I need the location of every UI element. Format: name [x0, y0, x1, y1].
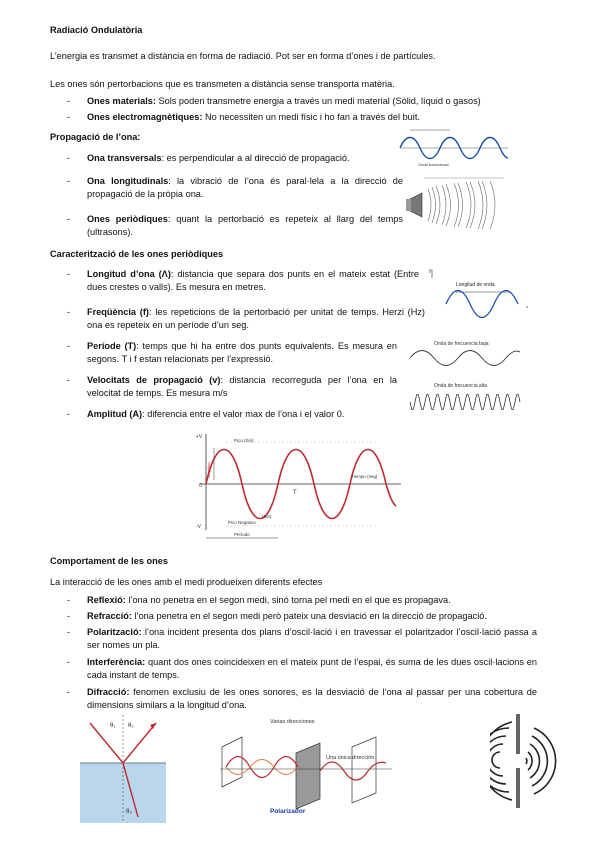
zero-label: 0 [199, 483, 202, 489]
list-item: Període (T): temps que hi ha entre dos punts equivalents. Es mesura en segons. T i f estan relacionats per l’expressió. [87, 341, 397, 365]
lambda-label: Longitud de onda [456, 282, 495, 288]
pico-negativo-label: Pico Negativo [228, 520, 256, 525]
section-heading-caracteritzacio: Caracterització de les ones periòdiques [50, 249, 224, 259]
list-item: Ones materials: Sols poden transmetre energia a través un medi material (Sòlid, líquid o gasos) [87, 96, 481, 106]
polarization-figure [216, 713, 398, 823]
transversal-label: Onda transversal [418, 162, 449, 167]
list-item: Ona longitudinals: la vibració de l’ona és paral·lela a la direcció de propagació de la pròpia ona. [87, 176, 403, 200]
section-heading-comportament: Comportament de les ones [50, 556, 168, 566]
reflection-refraction-figure [80, 713, 166, 823]
bullet-dash: - [67, 687, 71, 697]
theta3-label: θ₃ [126, 809, 132, 815]
bullet-dash: - [67, 112, 71, 122]
theta1-label: θ₁ [110, 723, 116, 729]
ones-definition: Les ones són pertorbacions que es transmeten a distància sense transporta matèria. [50, 79, 395, 89]
transversal-wave-figure [398, 126, 510, 172]
bullet-dash: - [67, 96, 71, 106]
bullet-dash: - [67, 627, 71, 637]
intro-text: L’energia es transmet a distància en forma de radiació. Pot ser en forma d’ones i de partícules. [50, 51, 436, 61]
list-item: Ona transversals: es perpendicular a al direcció de propagació. [87, 153, 350, 163]
longitudinal-wave-figure [404, 175, 508, 235]
bullet-dash: - [67, 269, 71, 279]
polarizador-label: Polarizador [270, 808, 306, 815]
bullet-dash: - [67, 409, 71, 419]
bullet-dash: - [67, 307, 71, 317]
periodo-label: Período [234, 532, 250, 537]
tiempo-label: Tiempo (seg) [351, 474, 378, 479]
list-item: Polarització: l’ona incident presenta dos plans d’oscil·lació i en travessar el polaritzador l’oscil·lació passa a ser nomes un pla. [87, 627, 537, 651]
list-item: Interferència: quant dos ones coincideixen en el mateix punt de l’espai, és suma de les dues oscil·lacions en cada instant de temps. [87, 657, 537, 681]
sin-neg-label: (Sin) [262, 514, 272, 519]
t-label: T [293, 490, 297, 496]
bullet-dash: - [67, 153, 71, 163]
list-item: Velocitats de propagació (v): distancia recorreguda per l’ona en la velocitat de temps. Es mesura m/s [87, 375, 397, 399]
list-item: Amplitud (A): diferencia entre el valor max de l’ona i el valor 0. [87, 409, 345, 419]
unica-direccion-label: Una única dirección [326, 755, 375, 761]
list-item: Difracció: fenomen exclusiu de les ones sonores, es la desviació de l’ona al passar per una cobertura de dimensions similars a la longitud d’ona. [87, 687, 537, 711]
bullet-dash: - [67, 611, 71, 621]
page-title: Radiació Ondulatòria [50, 25, 143, 35]
y-axis-mark: y [429, 268, 432, 274]
bullet-dash: - [67, 341, 71, 351]
minus-v-label: -V [196, 524, 201, 530]
theta2-label: θ₂ [128, 723, 134, 729]
bullet-dash: - [67, 595, 71, 605]
list-item: Ones periòdiques: quant la pertorbació es repeteix al llarg del temps (ultrasons). [87, 214, 403, 238]
amplitude-period-figure [196, 430, 404, 548]
frequency-figure [406, 338, 524, 420]
section-heading-propagacio: Propagació de l’ona: [50, 132, 141, 142]
x-axis-mark: x [526, 304, 528, 309]
plus-v-label: +V [196, 434, 203, 440]
list-item: Reflexió: l’ona no penetra en el segon medi, sinó torna pel medi en el que es propagava. [87, 595, 451, 605]
freq-high-label: Onda de frecuencia alta [434, 383, 488, 389]
list-item: Ones electromagnètiques: No necessiten un medi físic i ho fan a través del buit. [87, 112, 420, 122]
pico-sin-label: Pico (Sin) [234, 438, 254, 443]
diffraction-figure [490, 712, 558, 812]
bullet-dash: - [67, 176, 71, 186]
freq-low-label: Onda de frecuencia baja [434, 341, 489, 347]
bullet-dash: - [67, 375, 71, 385]
list-item: Freqüència (f): les repeticions de la pertorbació per unitat de temps. Herzi (Hz) ona es repeteix en un període d’un seg. [87, 307, 425, 331]
varias-direcciones-label: Varias direcciones [270, 719, 315, 725]
bullet-dash: - [67, 214, 71, 224]
list-item: Longitud d’ona (Λ): distancia que separa dos punts en el mateix estat (Entre dues crestes o valls). Es mesura en metres. [87, 269, 419, 293]
list-item: Refracció: l’ona penetra en el segon medi però pateix una desviació en la direcció de propagació. [87, 611, 487, 621]
amplitud-label: Amplitud [206, 462, 211, 478]
comportament-intro: La interacció de les ones amb el medi produeixen diferents efectes [50, 577, 323, 587]
wavelength-figure [426, 264, 534, 328]
bullet-dash: - [67, 657, 71, 667]
